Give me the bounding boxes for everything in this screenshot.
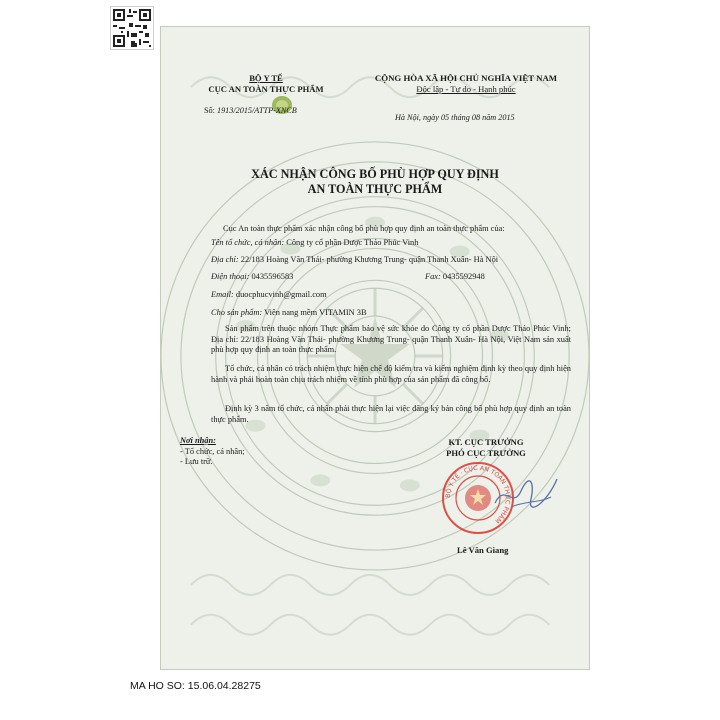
fax-value: 0435592948 (442, 272, 485, 281)
paragraph-product-conformity: Sản phẩm trên thuộc nhóm Thực phẩm bảo vệ sức khỏe do Công ty cổ phần Dược Thảo Phúc Vinh; Địa chỉ: 22/183 Hoàng Văn Thái- phường Khương Trung- quận Thanh Xuân- Hà Nội, Việt Nam sản xuất phù hợp quy định an toàn thực phẩm. (211, 324, 571, 354)
document-number (204, 106, 297, 115)
document-number-label: Số: (204, 106, 215, 115)
email-label: Email: (211, 290, 234, 299)
country-name: CỘNG HÒA XÃ HỘI CHỦ NGHĨA VIỆT NAM (374, 73, 558, 83)
qr-code-icon (111, 7, 153, 49)
phone-field (211, 272, 293, 282)
product-value: Viên nang mềm VITAMIN 3B (264, 308, 367, 317)
product-label: Cho sản phẩm: (211, 308, 263, 317)
document-title (161, 167, 589, 197)
certificate-document (160, 26, 590, 670)
recipients-heading: Nơi nhận: (180, 436, 216, 445)
agency-name: CỤC AN TOÀN THỰC PHẨM (208, 84, 324, 94)
address-value: 22/183 Hoàng Văn Thái- phường Khương Trung- quận Thanh Xuân- Hà Nội (240, 255, 499, 264)
intro-text: Cục An toàn thực phẩm xác nhận công bố phù hợp quy định an toàn thực phẩm của: (223, 224, 505, 233)
org-value: Công ty cổ phần Dược Thảo Phúc Vinh (286, 238, 419, 247)
ministry-name: BỘ Y TẾ (249, 73, 283, 83)
address-field (211, 255, 498, 265)
email-value: duocphucvinh@gmail.com (235, 290, 327, 299)
national-heading (361, 73, 571, 95)
recipient-item: - Lưu trữ. (180, 457, 213, 466)
org-label: Tên tổ chức, cá nhân: (211, 238, 285, 247)
issuing-authority (191, 73, 341, 95)
qr-code (110, 6, 154, 50)
org-field (211, 238, 418, 248)
national-motto: Độc lập - Tự do - Hạnh phúc (416, 84, 516, 94)
handwritten-signature (491, 473, 561, 513)
paragraph-renewal: Định kỳ 3 năm tổ chức, cá nhân phải thực hiện lại việc đăng ký bản công bố phù hợp quy định an toàn thực phẩm. (211, 404, 571, 424)
product-field (211, 308, 367, 318)
paragraph-responsibility: Tổ chức, cá nhân có trách nhiệm thực hiện chế độ kiểm tra và kiểm nghiệm định kỳ theo quy định hiện hành và phải hoàn toàn chịu trách nhiệm về tính phù hợp của sản phẩm đã công bố. (211, 364, 571, 384)
title-line-1: XÁC NHẬN CÔNG BỐ PHÙ HỢP QUY ĐỊNH (251, 167, 499, 181)
fax-field (425, 272, 485, 282)
recipients-list (180, 436, 245, 468)
document-number-value: 1913/2015/ATTP-XNCB (216, 106, 297, 115)
signer-name: Lê Văn Giang (457, 545, 509, 555)
phone-value: 0435596583 (251, 272, 294, 281)
email-field (211, 290, 327, 300)
issue-date: Hà Nội, ngày 05 tháng 08 năm 2015 (395, 113, 515, 122)
signatory-title-line-1: KT. CỤC TRƯỞNG (448, 437, 524, 447)
address-label: Địa chỉ: (211, 255, 239, 264)
phone-label: Điện thoại: (211, 272, 250, 281)
title-line-2: AN TOÀN THỰC PHẨM (307, 182, 443, 196)
signatory-title-line-2: PHÓ CỤC TRƯỞNG (446, 448, 526, 458)
dossier-code: MA HO SO: 15.06.04.28275 (130, 680, 261, 692)
fax-label: Fax: (425, 272, 441, 281)
stamp-text: BỘ Y TẾ · CỤC AN TOÀN THỰC PHẨM (444, 464, 512, 525)
signatory-title (411, 437, 561, 459)
recipient-item: - Tổ chức, cá nhân; (180, 446, 245, 456)
